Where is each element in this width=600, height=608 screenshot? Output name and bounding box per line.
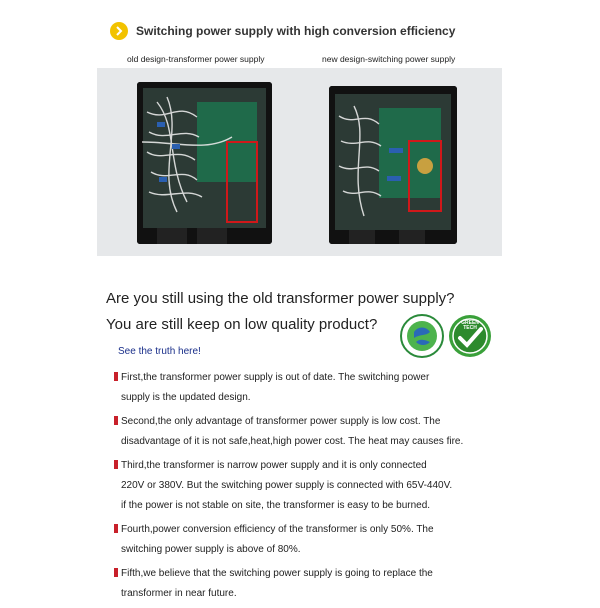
certification-badges — [400, 314, 492, 358]
green-tech-check-badge-icon — [448, 314, 492, 358]
comparison-photo-band — [97, 68, 502, 256]
eco-globe-badge-icon — [400, 314, 444, 358]
badge-green-text: GREEN — [461, 320, 479, 326]
point-line — [114, 584, 524, 604]
point-line — [114, 496, 524, 516]
point-line — [114, 412, 524, 432]
point-line — [114, 368, 524, 388]
point-text: Fourth,power conversion efficiency of the transformer is only 50%. The — [121, 524, 434, 535]
point-text: Second,the only advantage of transformer power supply is low cost. The — [121, 416, 441, 427]
point-item — [114, 564, 524, 604]
badge-tech-text: TECH — [463, 325, 477, 331]
point-line — [114, 564, 524, 584]
point-line — [114, 432, 524, 452]
point-text: 220V or 380V. But the switching power supply is connected with 65V-440V. — [121, 480, 453, 491]
question-low-quality: You are still keep on low quality product? — [106, 316, 378, 333]
chevron-right-icon — [110, 22, 128, 40]
point-item — [114, 412, 524, 452]
point-text: transformer in near future. — [121, 588, 237, 599]
red-bullet-icon — [114, 524, 118, 533]
point-line — [114, 456, 524, 476]
point-item — [114, 368, 524, 408]
point-text: switching power supply is above of 80%. — [121, 544, 301, 555]
point-text: Fifth,we believe that the switching power supply is going to replace the — [121, 568, 433, 579]
point-text: First,the transformer power supply is out of date. The switching power — [121, 372, 430, 383]
point-text: if the power is not stable on site, the transformer is easy to be burned. — [121, 500, 431, 511]
old-transformer-power-supply-photo — [137, 82, 272, 244]
point-line — [114, 540, 524, 560]
caption-new-design: new design-switching power supply — [322, 54, 456, 64]
point-line — [114, 520, 524, 540]
see-the-truth-label: See the truth here! — [118, 346, 201, 357]
point-item — [114, 520, 524, 560]
red-bullet-icon — [114, 460, 118, 469]
section-header — [110, 22, 455, 40]
point-line — [114, 476, 524, 496]
point-text: disadvantage of it is not safe,heat,high power cost. The heat may causes fire. — [121, 436, 464, 447]
caption-old-design: old design-transformer power supply — [127, 54, 265, 64]
red-bullet-icon — [114, 568, 118, 577]
point-line — [114, 388, 524, 408]
point-text: supply is the updated design. — [121, 392, 251, 403]
red-bullet-icon — [114, 372, 118, 381]
question-old-transformer: Are you still using the old transformer power supply? — [106, 290, 455, 307]
new-switching-power-supply-photo — [329, 86, 457, 244]
point-item — [114, 456, 524, 516]
points-list — [114, 368, 524, 608]
point-text: Third,the transformer is narrow power supply and it is only connected — [121, 460, 427, 471]
section-title: Switching power supply with high conversion efficiency — [136, 24, 456, 38]
red-bullet-icon — [114, 416, 118, 425]
